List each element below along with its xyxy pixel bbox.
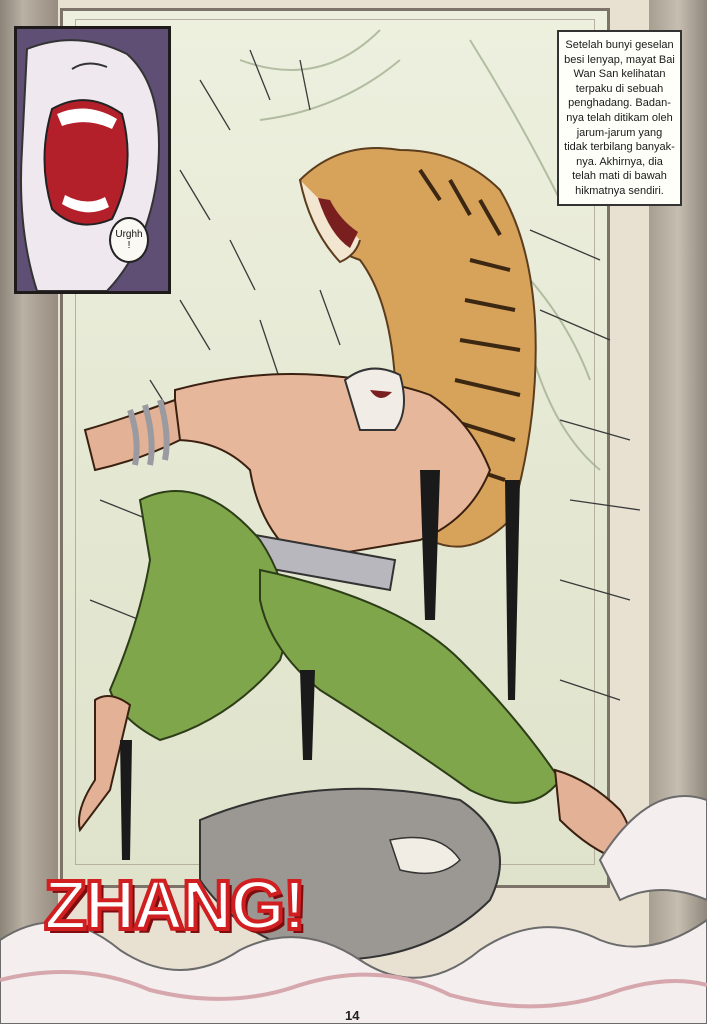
narration-caption-box	[557, 30, 682, 206]
inset-panel-screaming-face	[14, 26, 171, 294]
sound-effect-title: ZHANG!	[44, 866, 305, 944]
warrior-figure	[79, 369, 630, 860]
speech-bubble-text: Urghh !	[115, 229, 143, 251]
speech-bubble	[109, 217, 149, 263]
page-number: 14	[345, 1008, 360, 1023]
narration-caption-text: Setelah bunyi geselan besi lenyap, mayat Bai Wan San kelihatan terpaku di sebuah penghadang. Badan-nya telah ditikam oleh jarum-jarum yang tidak terbilang banyak-nya. Akhirnya, dia telah mati di bawah hikmatnya sendiri.	[564, 39, 675, 197]
